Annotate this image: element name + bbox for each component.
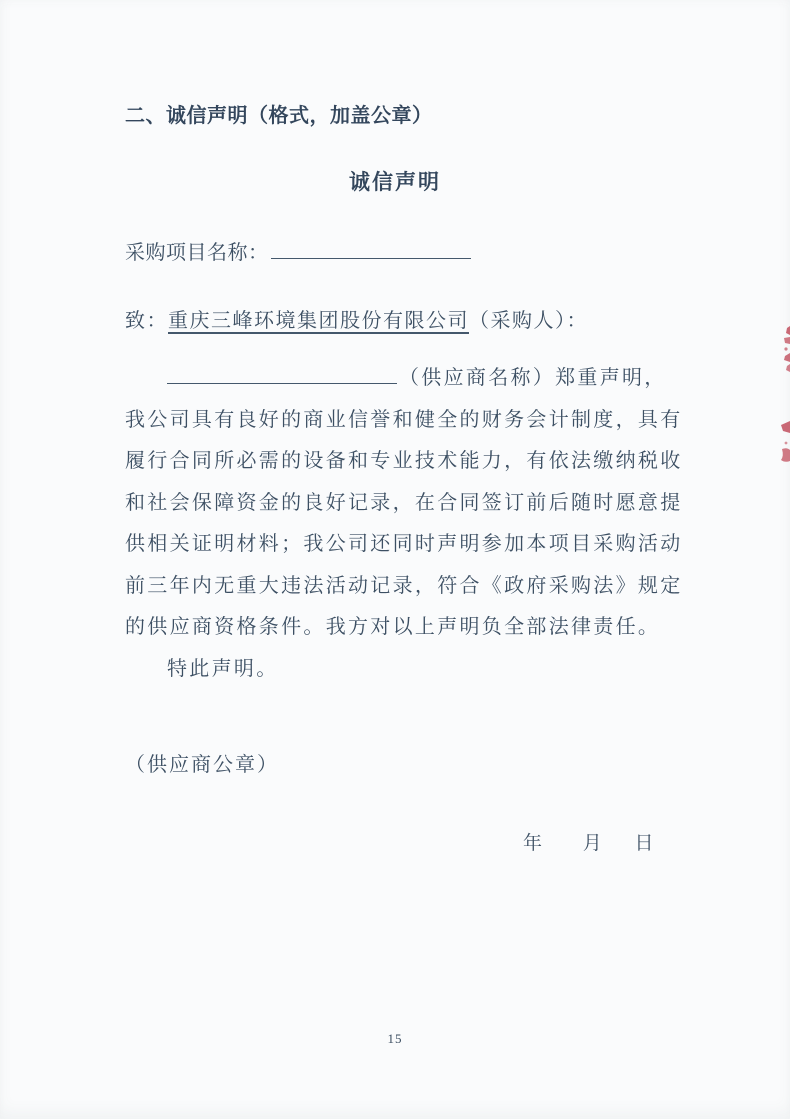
red-ink-seal-fragment-icon [778, 421, 790, 469]
date-day-label: 日 [634, 833, 654, 854]
body-line: 履行合同所必需的设备和专业技术能力，有依法缴纳税收 [125, 450, 683, 472]
body-line: 和社会保障资金的良好记录，在合同签订前后随时愿意提 [125, 491, 683, 514]
addressee-company-underlined: 重庆三峰环境集团股份有限公司 [168, 310, 469, 332]
red-ink-seal-fragment-icon [780, 326, 790, 376]
supplier-seal-placeholder-label: （供应商公章） [125, 754, 279, 776]
addressee-prefix: 致： [125, 310, 168, 332]
project-name-blank-underline [271, 236, 471, 259]
date-line [523, 828, 654, 855]
body-line: 供相关证明材料；我公司还同时声明参加本项目采购活动 [125, 533, 683, 555]
addressee-suffix: （采购人）： [469, 310, 588, 332]
supplier-blank-suffix: （供应商名称）郑重声明， [399, 367, 667, 389]
project-name-label: 采购项目名称： [125, 242, 269, 264]
document-title: 诚信声明 [349, 171, 441, 194]
body-line: 前三年内无重大违法活动记录，符合《政府采购法》规定 [125, 574, 683, 597]
declaration-first-line [125, 358, 670, 400]
supplier-name-blank-underline [167, 361, 397, 384]
project-name-line [125, 236, 471, 265]
page-number: 15 [387, 1031, 403, 1046]
date-year-label: 年 [523, 833, 543, 854]
declaration-paragraph [125, 358, 683, 690]
body-line: 的供应商资格条件。我方对以上声明负全部法律责任。 [125, 616, 661, 638]
addressee-line [125, 304, 588, 333]
date-month-label: 月 [582, 833, 602, 854]
section-heading: 二、诚信声明（格式，加盖公章） [125, 105, 433, 127]
body-line: 我公司具有良好的商业信誉和健全的财务会计制度，具有 [125, 408, 683, 431]
closing-line: 特此声明。 [167, 657, 279, 680]
